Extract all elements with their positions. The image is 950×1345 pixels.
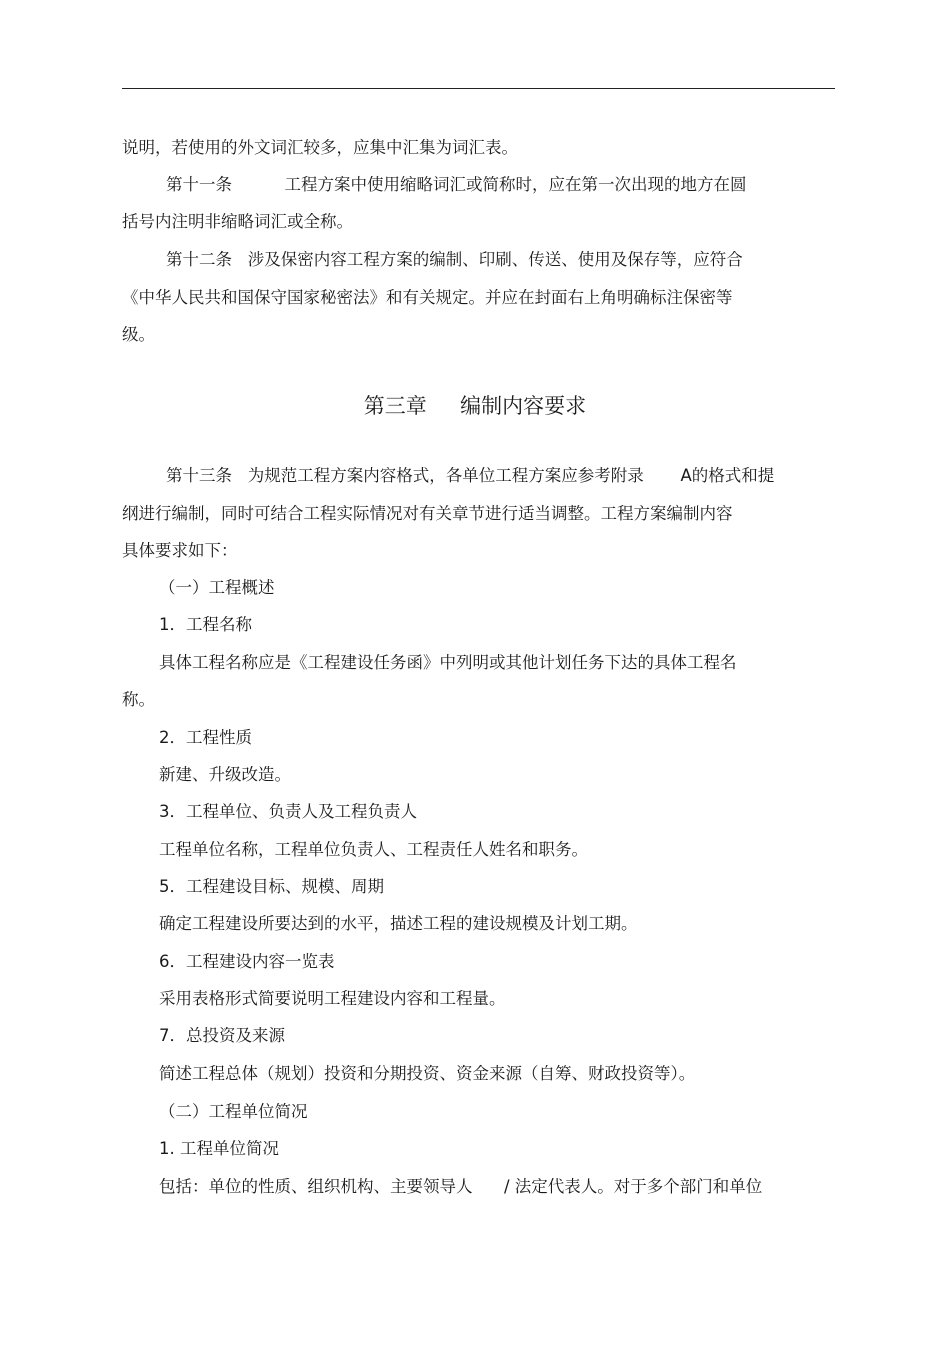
text-line: 纲进行编制，同时可结合工程实际情况对有关章节进行适当调整。工程方案编制内容 [122, 504, 733, 523]
text-line: 确定工程建设所要达到的水平，描述工程的建设规模及计划工期。 [159, 914, 638, 933]
text-line: 称。 [122, 690, 155, 709]
section-heading: （二）工程单位简况 [159, 1102, 308, 1121]
item-heading: 1．工程名称 [159, 615, 252, 634]
header-rule [122, 88, 835, 89]
chapter-title: 第三章 编制内容要求 [363, 394, 587, 418]
text-line: 包括：单位的性质、组织机构、主要领导人 / 法定代表人。对于多个部门和单位 [159, 1177, 763, 1196]
item-heading: 5．工程建设目标、规模、周期 [159, 877, 384, 896]
article-13: 第十三条 为规范工程方案内容格式，各单位工程方案应参考附录 A的格式和提 [166, 466, 775, 485]
section-heading: （一）工程概述 [159, 578, 275, 597]
text-line: 采用表格形式简要说明工程建设内容和工程量。 [159, 989, 506, 1008]
text-line: 《中华人民共和国保守国家秘密法》和有关规定。并应在封面右上角明确标注保密等 [122, 288, 733, 307]
text-line: 简述工程总体（规划）投资和分期投资、资金来源（自筹、财政投资等）。 [159, 1064, 696, 1083]
article-11: 第十一条 工程方案中使用缩略词汇或简称时，应在第一次出现的地方在圆 [166, 175, 747, 194]
text-line: 具体要求如下： [122, 541, 238, 560]
text-line: 级。 [122, 325, 155, 344]
item-heading: 1. 工程单位简况 [159, 1139, 279, 1158]
text-line: 括号内注明非缩略词汇或全称。 [122, 212, 353, 231]
item-heading: 7．总投资及来源 [159, 1026, 285, 1045]
article-12: 第十二条 涉及保密内容工程方案的编制、印刷、传送、使用及保存等，应符合 [166, 250, 743, 269]
text-line: 具体工程名称应是《工程建设任务函》中列明或其他计划任务下达的具体工程名 [159, 653, 737, 672]
item-heading: 6．工程建设内容一览表 [159, 952, 335, 971]
text-line: 新建、升级改造。 [159, 765, 291, 784]
item-heading: 3．工程单位、负责人及工程负责人 [159, 802, 417, 821]
text-line: 工程单位名称，工程单位负责人、工程责任人姓名和职务。 [159, 840, 588, 859]
item-heading: 2．工程性质 [159, 728, 252, 747]
text-line: 说明，若使用的外文词汇较多，应集中汇集为词汇表。 [122, 138, 518, 157]
